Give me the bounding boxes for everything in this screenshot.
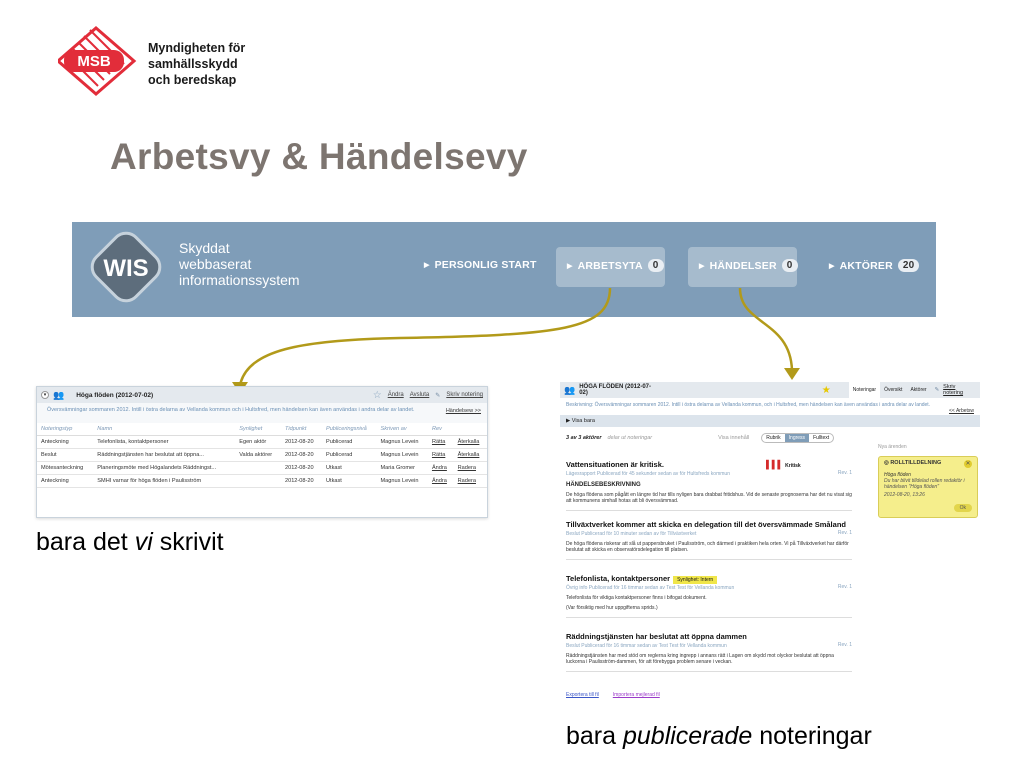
cell-visibility: Egen aktör [235, 436, 281, 449]
msb-line: samhällsskydd [148, 57, 238, 71]
note-body: De höga flödena riskerar att slå ut pappersbruket i Paulisström, och därmed i praktiken hela orten. Vi på Tillväxtverket har därför beslutat att skicka en observatörsdelegation till platsen. [566, 541, 849, 553]
note-title[interactable]: Räddningstjänsten har beslutat att öppna dammen [566, 632, 747, 641]
cell-status: Publicerad [322, 449, 377, 462]
critical-flag-icon: ▌▌▌ [766, 460, 784, 469]
panel-header [37, 387, 487, 403]
action-link[interactable]: Radera [454, 475, 487, 488]
column-header[interactable]: Publiceringsnivå [322, 423, 377, 436]
table-row[interactable] [37, 449, 487, 462]
visa-innehall-label: Visa innehåll [718, 435, 750, 441]
panel-description [37, 403, 487, 423]
note-rev: Rev. 1 [837, 530, 852, 536]
star-icon[interactable]: ★ [821, 384, 831, 396]
bell-icon: ◎ [884, 460, 891, 466]
action-link[interactable]: Radera [454, 462, 487, 475]
note-rev: Rev. 1 [837, 642, 852, 648]
note-rev: Rev. 1 [837, 584, 852, 590]
caption-right [566, 722, 872, 751]
note-body: Räddningstjänsten har med stöd om reglerna kring ingrepp i annans rätt i Lagen om skydd mot olyckor beslutat att öppna luckorna i Paulisström-dammen, för att förebygga problem senare i veckan. [566, 653, 834, 665]
cell-name[interactable]: SMHI varnar för höga flöden i Paulisström [93, 475, 235, 488]
arrow-handelser [740, 288, 792, 370]
cell-author: Magnus Levein [377, 449, 428, 462]
play-icon: ▶ [567, 262, 573, 270]
actor-count-sub: delar ut noteringar [607, 435, 653, 441]
export-link[interactable]: Exportera till fil [566, 692, 599, 698]
divider [566, 671, 852, 672]
description-text: Översvämningar sommaren 2012. Intill i östra delarna av Vellanda kommun och i Hultsfred, men händelsen kan även användas i andra delar av landet. [47, 407, 415, 413]
play-icon: ▶ [829, 262, 835, 270]
role-message: Du har blivit tilldelad rollen redaktör i händelsen "Höga flöden" [884, 478, 965, 490]
arrowhead-icon [784, 368, 800, 380]
msb-line: Myndigheten för [148, 41, 246, 55]
arrow-arbetsyta [240, 288, 610, 385]
note-title[interactable]: Telefonlista, kontaktpersoner [566, 574, 671, 583]
cell-author: Maria Gromer [377, 462, 428, 475]
note-item[interactable] [566, 520, 852, 560]
action-link[interactable]: Ändra [428, 475, 454, 488]
cell-visibility [235, 475, 281, 488]
pen-icon: ✎ [934, 387, 940, 393]
cell-date: 2012-08-20 [281, 436, 322, 449]
cell-name[interactable]: Räddningstjänsten har beslutat att öppna... [93, 449, 235, 462]
nav-count: 0 [782, 259, 798, 272]
nav-label: ARBETSYTA [577, 259, 643, 272]
note-title[interactable]: Vattensituationen är kritisk. [566, 460, 664, 469]
cell-name[interactable]: Planeringsmöte med Högalandets Räddningst... [93, 462, 235, 475]
caption-text: noteringar [752, 722, 872, 750]
content-toggle [761, 433, 834, 443]
cell-visibility [235, 462, 281, 475]
action-link[interactable]: Ändra [428, 462, 454, 475]
cell-date: 2012-08-20 [281, 462, 322, 475]
panel-header [560, 382, 980, 398]
divider [566, 617, 852, 618]
table-header [37, 423, 487, 436]
note-item[interactable] [566, 574, 852, 618]
wis-subtitle-line: Skyddat [179, 240, 230, 256]
cell-visibility: Valda aktörer [235, 449, 281, 462]
caption-text: skrivit [152, 528, 224, 556]
role-title: ROLLTILLDELNING [890, 460, 942, 466]
nav-label: AKTÖRER [839, 259, 893, 272]
skriv-notering-link[interactable]: Skriv notering [943, 384, 964, 396]
visibility-badge: Synlighet: Intern [673, 576, 717, 584]
critical-label: Kritisk [785, 463, 801, 469]
table-row[interactable] [37, 436, 487, 449]
caption-text: bara [566, 722, 623, 750]
action-link[interactable]: Återkalla [454, 436, 487, 449]
close-icon[interactable]: ✕ [965, 461, 971, 467]
note-title[interactable]: Tillväxtverket kommer att skicka en delegation till det översvämmade Småland [566, 520, 846, 529]
nav-count: 20 [898, 259, 920, 272]
visa-bara-bar[interactable] [560, 415, 980, 427]
note-item[interactable] [566, 460, 852, 511]
arbetsvy-panel [36, 386, 488, 518]
column-header [454, 423, 487, 436]
nav-label: PERSONLIG START [434, 259, 537, 271]
note-item[interactable] [566, 632, 852, 672]
role-date: 2012-08-20, 13:26 [884, 492, 925, 498]
segment-rubrik[interactable]: Rubrik [766, 435, 781, 441]
caption-text: bara det [36, 528, 135, 556]
role-event: Höga flöden [884, 472, 911, 478]
cell-author: Magnus Levein [377, 475, 428, 488]
column-header[interactable]: Namn [93, 423, 235, 436]
skriv-notering-link[interactable]: Skriv notering [446, 392, 483, 398]
actor-count: 3 av 3 aktörer [566, 435, 602, 441]
slide-title: Arbetsvy & Händelsevy [110, 136, 528, 177]
note-rev: Rev. 1 [837, 470, 852, 476]
action-link[interactable]: Återkalla [454, 449, 487, 462]
nav-count: 0 [648, 259, 664, 272]
column-header[interactable]: Noteringstyp [37, 423, 93, 436]
table-row[interactable] [37, 475, 487, 488]
import-link[interactable]: Importera mejlerad fil [612, 692, 660, 698]
handelsevy-link[interactable]: Händelsew >> [445, 408, 481, 414]
arbetsvy-link[interactable]: << Arbetsw [948, 408, 974, 414]
svg-text:WIS: WIS [103, 255, 149, 282]
divider [566, 559, 852, 560]
note-body: (Var försiktig med hur uppgifterna sprids.) [566, 605, 658, 611]
segment-ingress[interactable]: Ingress [785, 434, 809, 442]
avsluta-link[interactable]: Avsluta [409, 392, 430, 398]
note-meta: Beslut Publicerad för 10 minuter sedan av för Tillväxtverket [566, 531, 697, 537]
segment-fulltext[interactable]: Fulltext [813, 435, 830, 441]
cell-type: Beslut [37, 449, 93, 462]
cell-type: Mötesanteckning [37, 462, 93, 475]
note-meta: Beslut Publicerad för 16 timmar sedan av Test Test för Vellanda kommun [566, 643, 727, 649]
column-header[interactable]: Skriven av [377, 423, 428, 436]
panel-links [373, 390, 483, 401]
cell-status: Utkast [322, 462, 377, 475]
notes-table [37, 423, 487, 488]
cell-type: Anteckning [37, 436, 93, 449]
panel-title: Höga flöden (2012-07-02) [76, 391, 154, 399]
note-body: Telefonlista för viktiga kontaktpersoner finns i bifogat dokument. [566, 595, 707, 601]
cell-date: 2012-08-20 [281, 449, 322, 462]
ok-button[interactable]: Ok [954, 504, 972, 512]
play-icon: ▶ [699, 262, 705, 270]
play-icon: ▶ [566, 418, 572, 424]
nav-label: HÄNDELSER [709, 259, 777, 272]
pen-icon: ✎ [435, 392, 441, 399]
wis-subtitle-line: webbaserat [179, 256, 252, 272]
collapse-icon[interactable]: ▾ [41, 391, 49, 399]
wis-subtitle-line: informationssystem [179, 272, 300, 288]
caption-emphasis: vi [134, 528, 153, 556]
users-icon: 👥 [53, 389, 65, 400]
handelsevy-panel [560, 382, 980, 704]
cell-status: Utkast [322, 475, 377, 488]
filter-row [560, 431, 980, 445]
cell-author: Magnus Levein [377, 436, 428, 449]
msb-line: och beredskap [148, 73, 237, 87]
column-header[interactable]: Rev [428, 423, 454, 436]
description-text: Beskrivning: Översvämningar sommaren 2012. Intill i östra delarna av Vellanda kommun, och i Hultsfred, men händelsen kan även användas i andra delar av landet. [566, 402, 931, 408]
svg-text:MSB: MSB [77, 53, 111, 70]
cell-name[interactable]: Telefonlista, kontaktpersoner [93, 436, 235, 449]
note-body: De höga flödena som pågått en längre tid har tills nyligen bara drabbat fritidshus. Vid de senaste prognoserna har det nu visat sig att kommunens simhall hotas att bli översvämmad. [566, 492, 852, 504]
note-meta: Övrig info Publicerad för 16 timmar sedan av Test Test för Vellanda kommun [566, 585, 735, 591]
visa-bara-label: Visa bara [571, 418, 595, 424]
caption-left [36, 528, 224, 557]
action-link[interactable]: Rätta [428, 449, 454, 462]
column-header[interactable]: Synlighet [235, 423, 281, 436]
panel-title: HÖGA FLÖDEN (2012-07-02) [579, 384, 652, 396]
cell-type: Anteckning [37, 475, 93, 488]
note-section-heading: HÄNDELSEBESKRIVNING [566, 482, 641, 488]
caption-emphasis: publicerade [622, 722, 753, 750]
table-row[interactable] [37, 462, 487, 475]
andra-link[interactable]: Ändra [387, 392, 404, 398]
star-icon[interactable]: ☆ [372, 389, 382, 401]
role-notification [878, 456, 978, 518]
divider [566, 510, 852, 511]
cell-status: Publicerad [322, 436, 377, 449]
aside-label: Nya ärenden [878, 444, 907, 450]
tab-noteringar[interactable]: Noteringar [849, 382, 880, 398]
tab-aktorer[interactable]: Aktörer [910, 387, 927, 393]
cell-date: 2012-08-20 [281, 475, 322, 488]
note-meta: Lägesrapport Publicerad för 45 sekunder sedan av för Hultsfreds kommun [566, 471, 730, 477]
tab-bar [849, 382, 931, 398]
users-icon: 👥 [564, 384, 576, 395]
column-header[interactable]: Tidpunkt [281, 423, 322, 436]
tab-oversikt[interactable]: Översikt [884, 387, 903, 393]
action-link[interactable]: Rätta [428, 436, 454, 449]
play-icon: ▶ [424, 262, 430, 269]
panel-description [560, 398, 980, 415]
export-links [566, 692, 660, 698]
